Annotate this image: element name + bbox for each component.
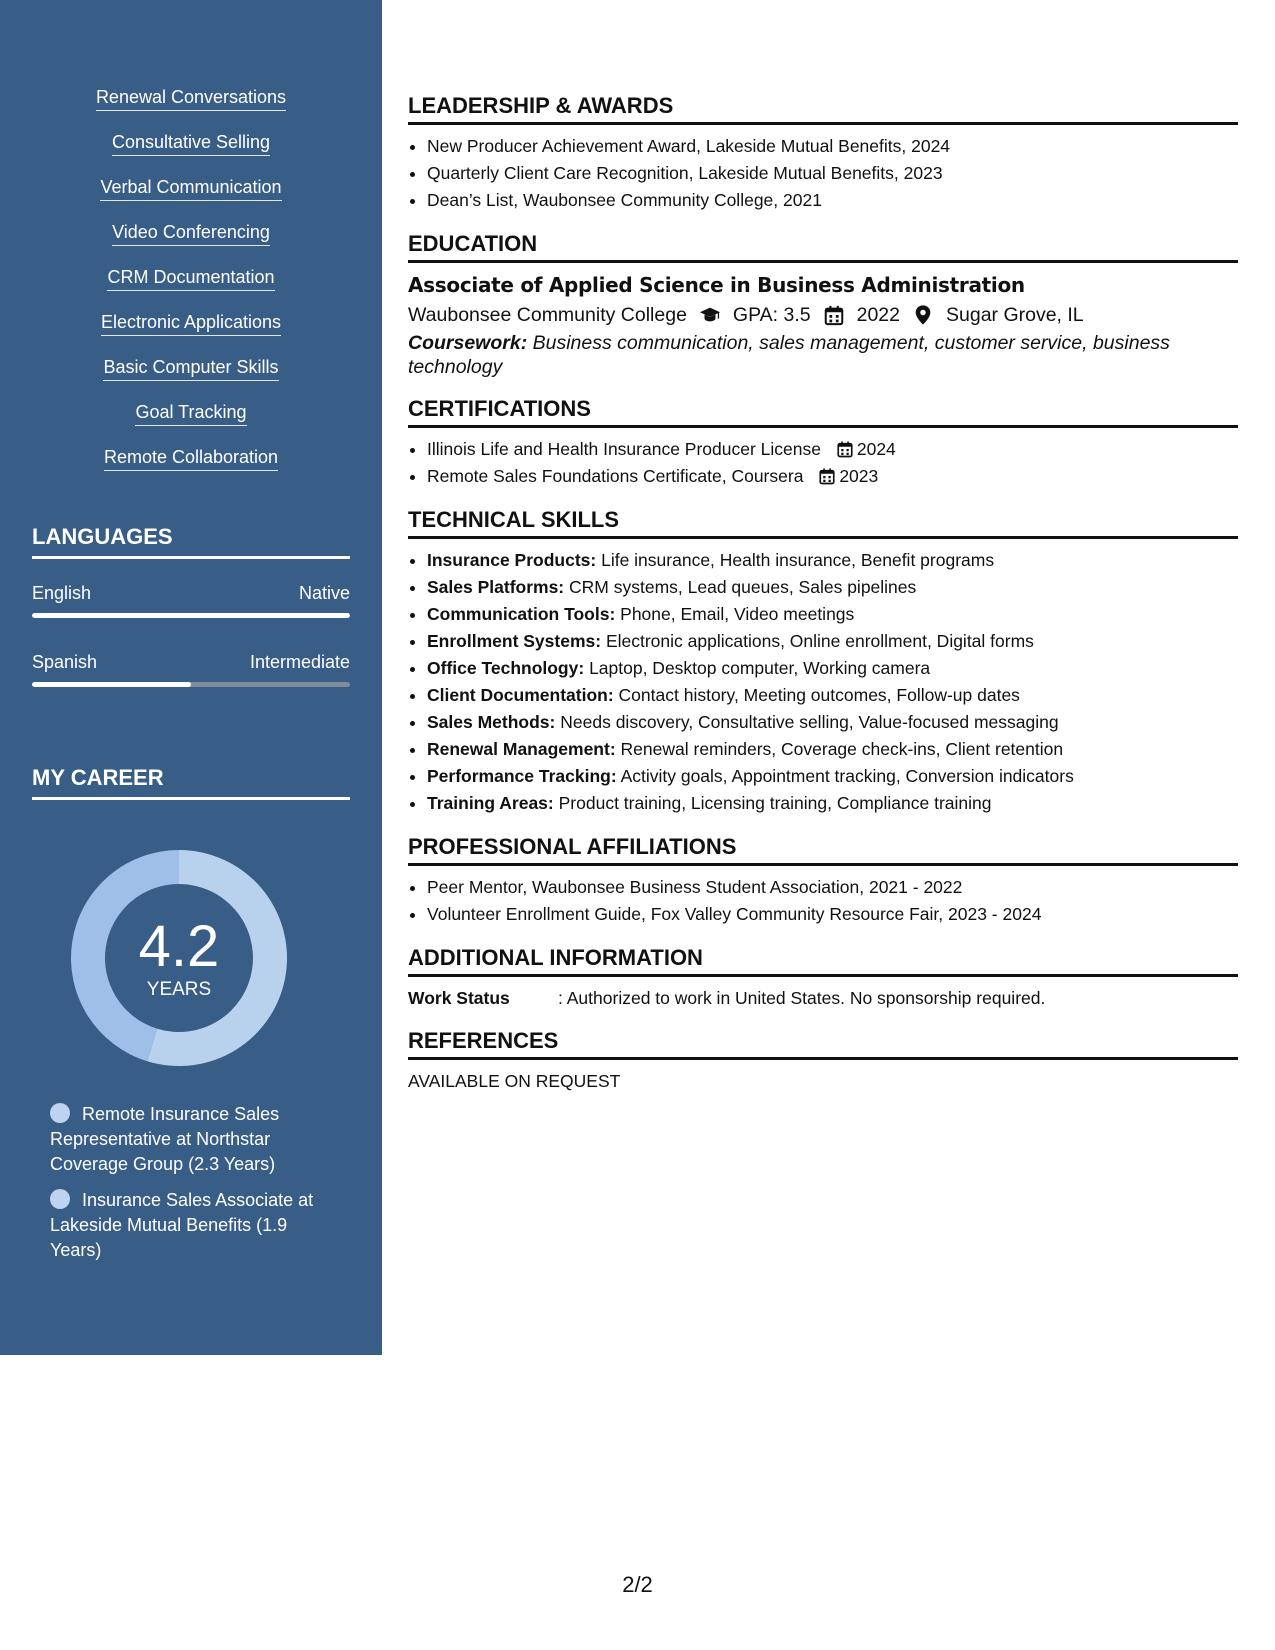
sidebar <box>0 0 382 1355</box>
language-level: Intermediate <box>249 652 350 672</box>
calendar-icon <box>823 304 845 326</box>
list-item: • Sales Platforms: CRM systems, Lead queues, Sales pipelines <box>427 574 1238 601</box>
legend-dot-icon <box>50 1189 70 1209</box>
certifications-list <box>408 436 1238 490</box>
list-item: • Peer Mentor, Waubonsee Business Student Association, 2021 - 2022 <box>427 874 1238 901</box>
list-item: • Enrollment Systems: Electronic applications, Online enrollment, Digital forms <box>427 628 1238 655</box>
affiliations-section <box>408 833 1238 928</box>
language-row-english <box>32 583 350 604</box>
career-item: Remote Insurance Sales Representative at Northstar Coverage Group (2.3 Years) <box>50 1104 280 1174</box>
list-item: • Illinois Life and Health Insurance Producer License 2024 <box>427 436 1238 463</box>
skill-item: Basic Computer Skills <box>0 356 382 401</box>
education-meta <box>408 299 1238 331</box>
graduation-cap-icon <box>699 304 721 326</box>
legend-dot-icon <box>50 1103 70 1123</box>
certifications-section <box>408 395 1238 490</box>
list-item: • Performance Tracking: Activity goals, Appointment tracking, Conversion indicators <box>427 763 1238 790</box>
section-title: CERTIFICATIONS <box>408 395 1238 428</box>
language-row-spanish <box>32 652 350 673</box>
calendar-icon <box>836 440 854 458</box>
career-total-years: 4.2 <box>138 914 220 979</box>
career-item: Insurance Sales Associate at Lakeside Mutual Benefits (1.9 Years) <box>50 1190 314 1260</box>
career-list <box>50 1102 340 1274</box>
language-bar-spanish <box>32 682 350 687</box>
list-item: • Communication Tools: Phone, Email, Video meetings <box>427 601 1238 628</box>
skill-item: Goal Tracking <box>0 401 382 446</box>
list-item: • Dean’s List, Waubonsee Community College, 2021 <box>427 187 1238 214</box>
references-text: AVAILABLE ON REQUEST <box>408 1071 621 1091</box>
location-pin-icon <box>912 304 934 326</box>
info-value: : Authorized to work in United States. No sponsorship required. <box>558 988 1046 1008</box>
list-item: • New Producer Achievement Award, Lakeside Mutual Benefits, 2024 <box>427 133 1238 160</box>
graduation-year: 2022 <box>856 304 900 326</box>
language-level: Native <box>298 583 350 603</box>
info-key: Work Status <box>408 988 510 1008</box>
coursework <box>408 331 1238 379</box>
skill-item: Verbal Communication <box>0 176 382 221</box>
skill-item: CRM Documentation <box>0 266 382 311</box>
school-location: Sugar Grove, IL <box>946 304 1084 326</box>
skills-list <box>0 86 382 491</box>
page-number: 2/2 <box>622 1572 653 1597</box>
language-bar-english <box>32 613 350 618</box>
technical-skills-list <box>408 547 1238 817</box>
coursework-text: Business communication, sales management, customer service, business technology <box>408 332 1170 378</box>
language-bar-fill <box>32 682 191 687</box>
list-item: • Sales Methods: Needs discovery, Consultative selling, Value-focused messaging <box>427 709 1238 736</box>
references-section <box>408 1027 1238 1094</box>
section-title: ADDITIONAL INFORMATION <box>408 944 1238 977</box>
list-item: • Renewal Management: Renewal reminders, Coverage check-ins, Client retention <box>427 736 1238 763</box>
education-section <box>408 230 1238 379</box>
career-donut-center <box>66 845 292 1071</box>
calendar-icon <box>818 467 836 485</box>
language-name: Spanish <box>32 652 98 672</box>
list-item: • Office Technology: Laptop, Desktop computer, Working camera <box>427 655 1238 682</box>
language-name: English <box>32 583 92 603</box>
list-item: • Remote Sales Foundations Certificate, Coursera 2023 <box>427 463 1238 490</box>
section-title: EDUCATION <box>408 230 1238 263</box>
technical-skills-section <box>408 506 1238 817</box>
leadership-section <box>408 92 1238 214</box>
skill-item: Electronic Applications <box>0 311 382 356</box>
leadership-list <box>408 133 1238 214</box>
language-bar-fill <box>32 613 350 618</box>
languages-heading: LANGUAGES <box>32 523 350 559</box>
career-heading: MY CAREER <box>32 764 350 800</box>
skill-item: Renewal Conversations <box>0 86 382 131</box>
skill-item: Remote Collaboration <box>0 446 382 491</box>
career-total-unit: YEARS <box>146 979 212 1000</box>
list-item: • Training Areas: Product training, Licensing training, Compliance training <box>427 790 1238 817</box>
list-item: • Insurance Products: Life insurance, Health insurance, Benefit programs <box>427 547 1238 574</box>
section-title: PROFESSIONAL AFFILIATIONS <box>408 833 1238 866</box>
gpa: GPA: 3.5 <box>732 304 811 326</box>
school-name: Waubonsee Community College <box>408 304 687 326</box>
degree-title: Associate of Applied Science in Business Administration <box>408 273 1025 297</box>
section-title: TECHNICAL SKILLS <box>408 506 1238 539</box>
additional-info-section <box>408 944 1238 1011</box>
info-row <box>408 985 1238 1011</box>
section-title: REFERENCES <box>408 1027 1238 1060</box>
section-title: LEADERSHIP & AWARDS <box>408 92 1238 125</box>
list-item: • Quarterly Client Care Recognition, Lakeside Mutual Benefits, 2023 <box>427 160 1238 187</box>
coursework-label: Coursework: <box>408 332 528 354</box>
skill-item: Video Conferencing <box>0 221 382 266</box>
main-content <box>408 92 1238 1110</box>
affiliations-list <box>408 874 1238 928</box>
skill-item: Consultative Selling <box>0 131 382 176</box>
list-item: • Volunteer Enrollment Guide, Fox Valley Community Resource Fair, 2023 - 2024 <box>427 901 1238 928</box>
list-item: • Client Documentation: Contact history, Meeting outcomes, Follow-up dates <box>427 682 1238 709</box>
